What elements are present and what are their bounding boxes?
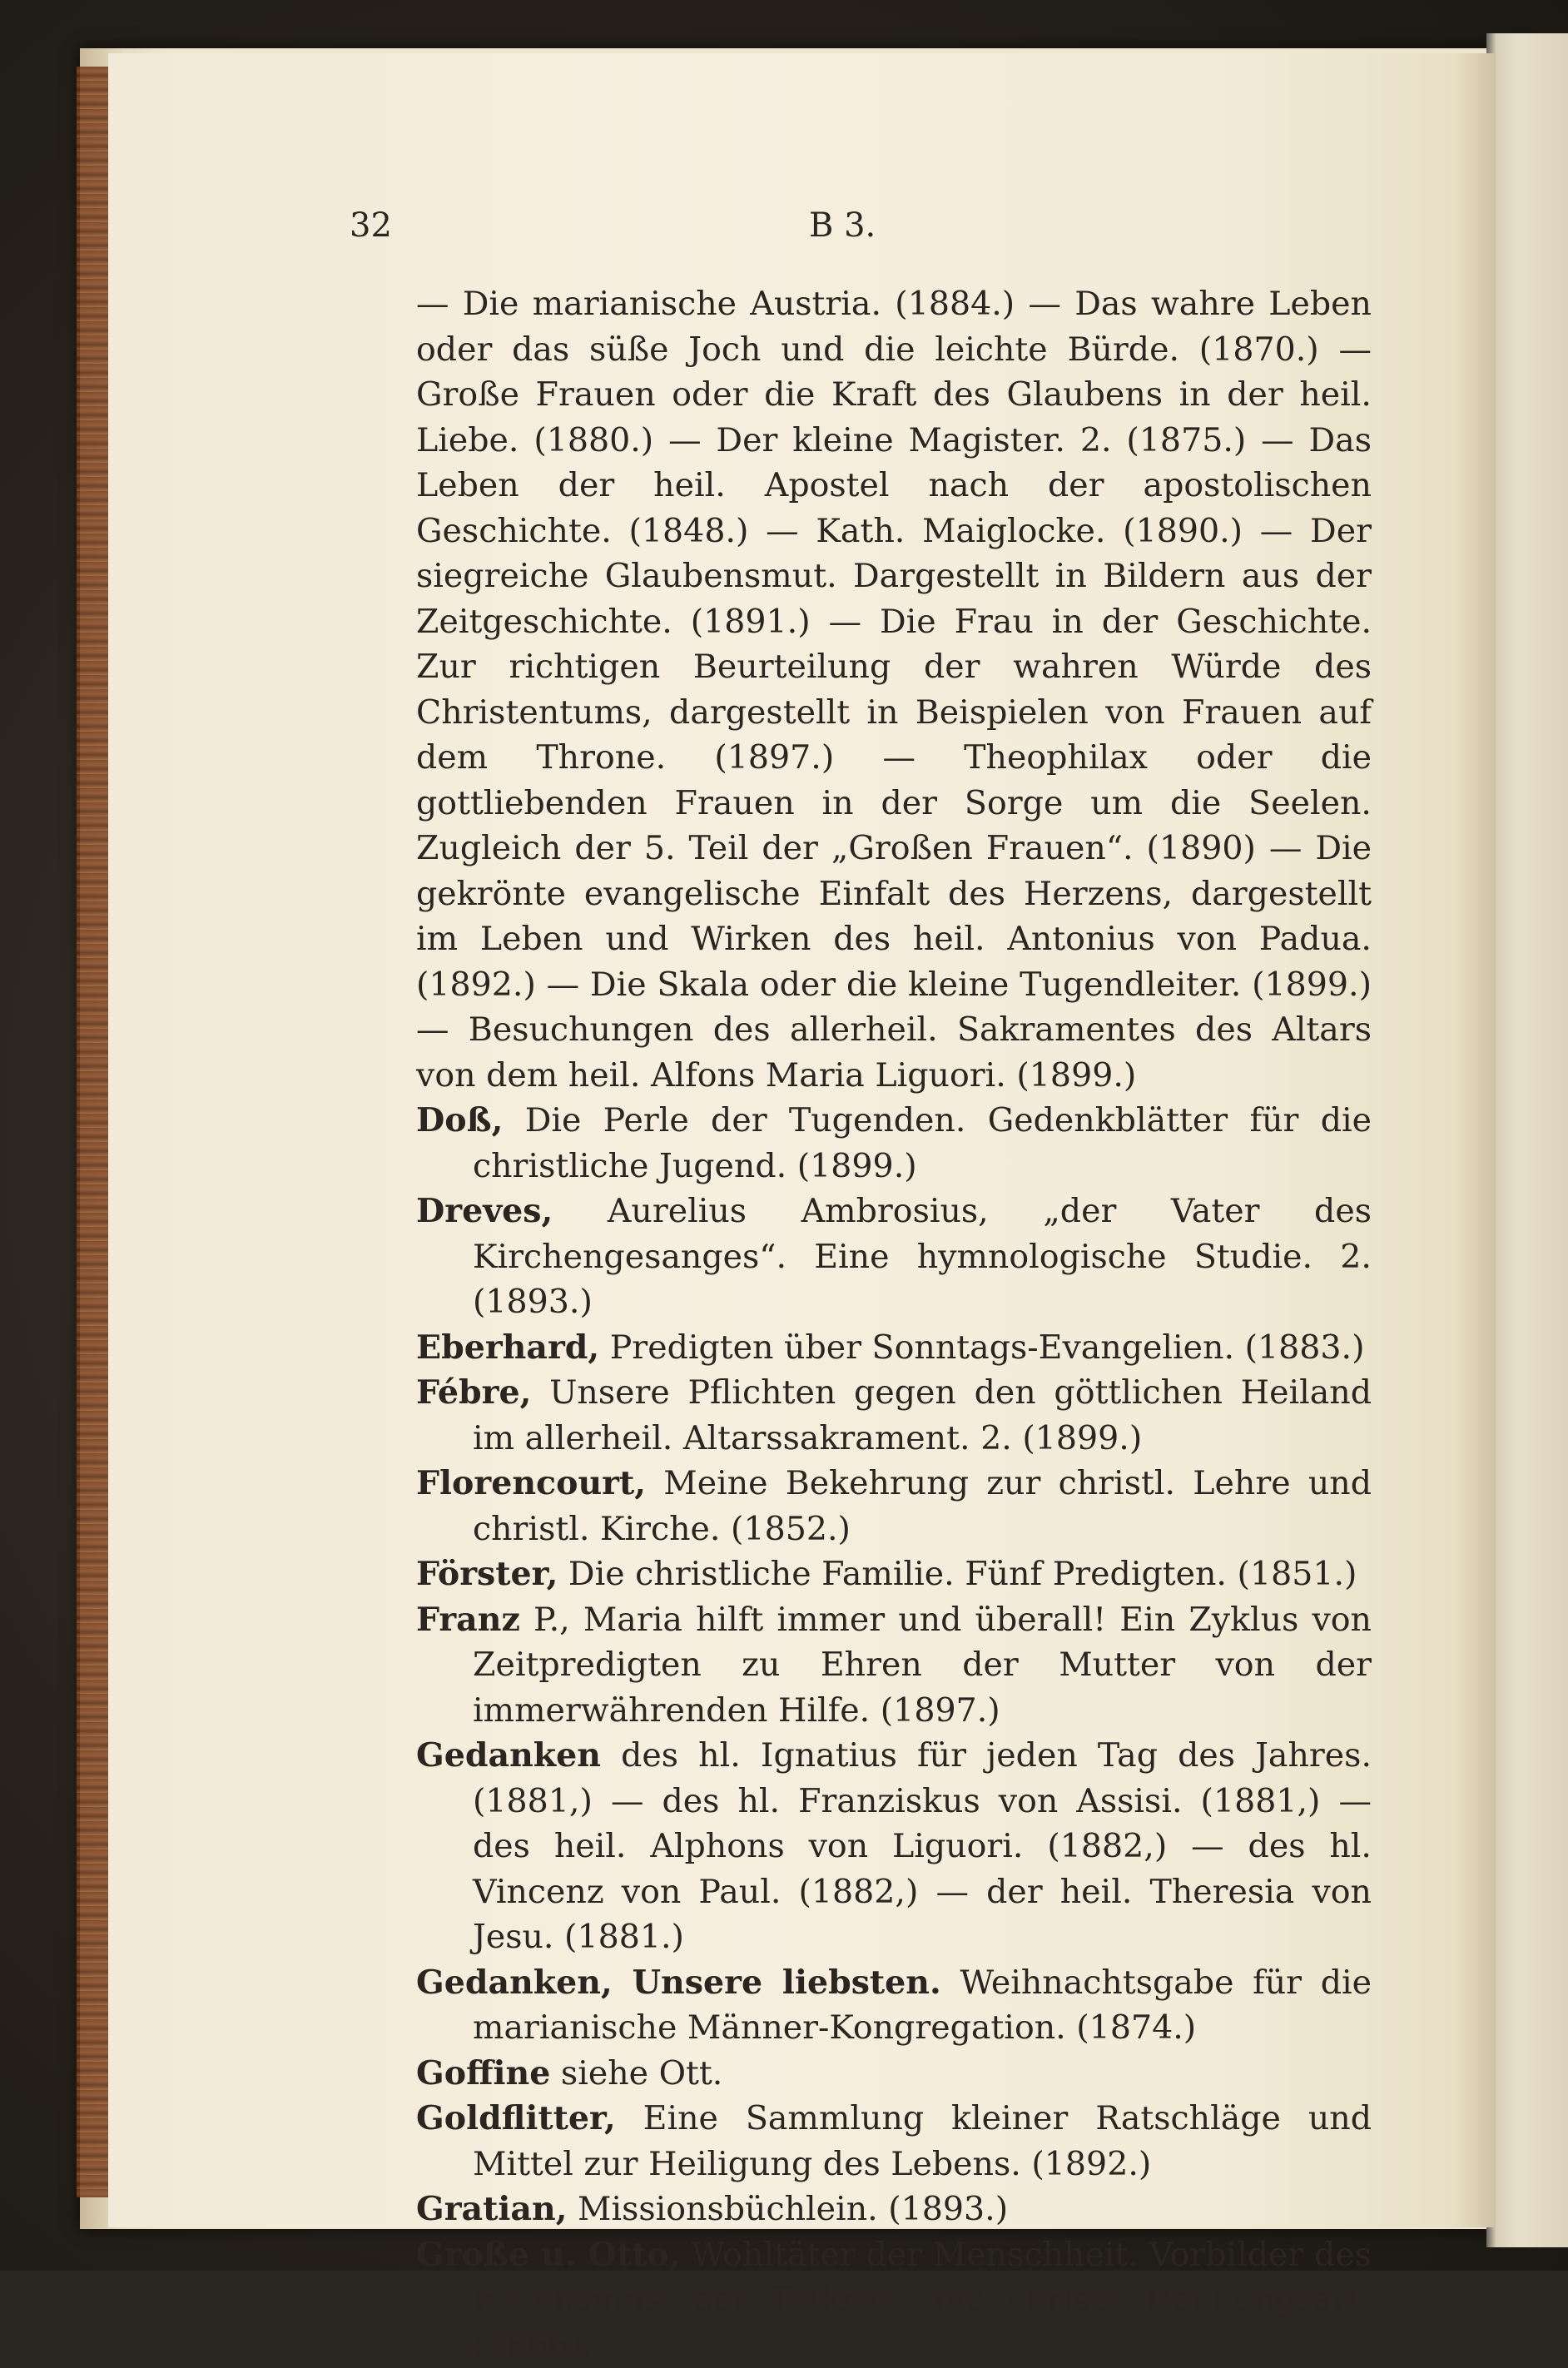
- list-item: [416, 1551, 1372, 1597]
- list-item: [416, 2187, 1372, 2232]
- entry-heading: Gedanken: [416, 1736, 601, 1775]
- entry-heading: Gratian,: [416, 2190, 567, 2228]
- page-number: 32: [350, 206, 392, 245]
- list-item: [416, 1597, 1372, 1734]
- entry-heading: Große u. Otto,: [416, 2236, 681, 2274]
- entry-text: Aurelius Ambrosius, „der Vater des Kirchengesanges“. Eine hymnologische Studie. 2. (1893.): [473, 1192, 1372, 1321]
- entry-heading: Goffine: [416, 2054, 550, 2092]
- entry-heading: Gedanken, Unsere liebsten.: [416, 1963, 941, 2002]
- list-item: [416, 2051, 1372, 2097]
- entry-text: Missionsbüchlein. (1893.): [578, 2190, 1008, 2228]
- entry-text: Weihnachtsgabe für die marianische Männer-Kongregation. (1874.): [473, 1963, 1372, 2048]
- entry-heading: Dreves,: [416, 1192, 553, 1230]
- entry-text: P., Maria hilft immer und überall! Ein Zyklus von Zeitpredigten zu Ehren der Mutter von der immerwährenden Hilfe. (1897.): [473, 1601, 1372, 1730]
- list-item: [416, 1461, 1372, 1551]
- list-item: [416, 281, 1372, 1098]
- entry-text: Predigten über Sonntags-Evangelien. (1883.): [610, 1328, 1365, 1367]
- entry-text: Eine Sammlung kleiner Ratschläge und Mittel zur Heiligung des Lebens. (1892.): [473, 2099, 1372, 2183]
- entry-heading: Fébre,: [416, 1373, 531, 1412]
- page-header: [350, 206, 1373, 256]
- next-page-edge: [1486, 33, 1568, 2247]
- list-item: [416, 1370, 1372, 1461]
- list-item: [416, 1960, 1372, 2051]
- entry-heading: Eberhard,: [416, 1328, 599, 1367]
- entry-text: Wohltäter der Menschheit. Vorbilder des H) chsinns, der Tatkraft und christl. Denkungsart. (1866).: [473, 2236, 1372, 2365]
- entry-heading: Doß,: [416, 1101, 503, 1139]
- page-body: [416, 281, 1372, 2368]
- section-label: B 3.: [809, 206, 876, 245]
- entry-text: siehe Ott.: [561, 2054, 722, 2092]
- entry-text: — Die marianische Austria. (1884.) — Das wahre Leben oder das süße Joch und die leichte Bürde. (1870.) — Große Frauen oder die Kraft des Glaubens in der heil. Liebe. (1880.) — Der kleine Magister. 2. (1875.) — Das Leben der heil. Apostel nach der apostolischen Geschichte. (1848.) — Kath. Maiglocke. (1890.) — Der siegreiche Glaubensmut. Dargestellt in Bildern aus der Zeitgeschichte. (1891.) — Die Frau in der Geschichte. Zur richtigen Beurteilung der wahren Würde des Christentums, dargestellt in Beispielen von Frauen auf dem Throne. (1897.) — Theophilax oder die gottliebenden Frauen in der Sorge um die Seelen. Zugleich der 5. Teil der „Großen Frauen“. (1890) — Die gekrönte evangelische Einfalt des Herzens, dargestellt im Leben und Wirken des heil. Antonius von Padua. (1892.) — Die Skala oder die kleine Tugendleiter. (1899.) — Besuchungen des allerheil. Sakramentes des Altars von dem heil. Alfons Maria Liguori. (1899.): [416, 285, 1372, 1095]
- entry-heading: Förster,: [416, 1555, 558, 1593]
- entry-text: Unsere Pflichten gegen den göttlichen Heiland im allerheil. Altarssakrament. 2. (1899.): [473, 1373, 1372, 1457]
- list-item: [416, 1733, 1372, 1960]
- list-item: [416, 1098, 1372, 1189]
- entry-text: Die Perle der Tugenden. Gedenkblätter für die christliche Jugend. (1899.): [473, 1101, 1372, 1185]
- page-edge: [77, 67, 108, 2197]
- entry-text: Meine Bekehrung zur christl. Lehre und christl. Kirche. (1852.): [473, 1464, 1372, 1548]
- entry-text: Die christliche Familie. Fünf Predigten. (1851.): [568, 1555, 1357, 1593]
- list-item: [416, 2096, 1372, 2187]
- list-item: [416, 1325, 1372, 1371]
- entry-heading: Franz: [416, 1601, 520, 1639]
- list-item: [416, 1189, 1372, 1325]
- entry-text: des hl. Ignatius für jeden Tag des Jahres. (1881,) — des hl. Franziskus von Assisi. (1881,) — des heil. Alphons von Liguori. (1882,) — des hl. Vincenz von Paul. (1882,) — der heil. Theresia von Jesu. (1881.): [473, 1736, 1372, 1956]
- entry-heading: Florencourt,: [416, 1464, 646, 1502]
- list-item: [416, 2232, 1372, 2368]
- entry-heading: Goldflitter,: [416, 2099, 616, 2137]
